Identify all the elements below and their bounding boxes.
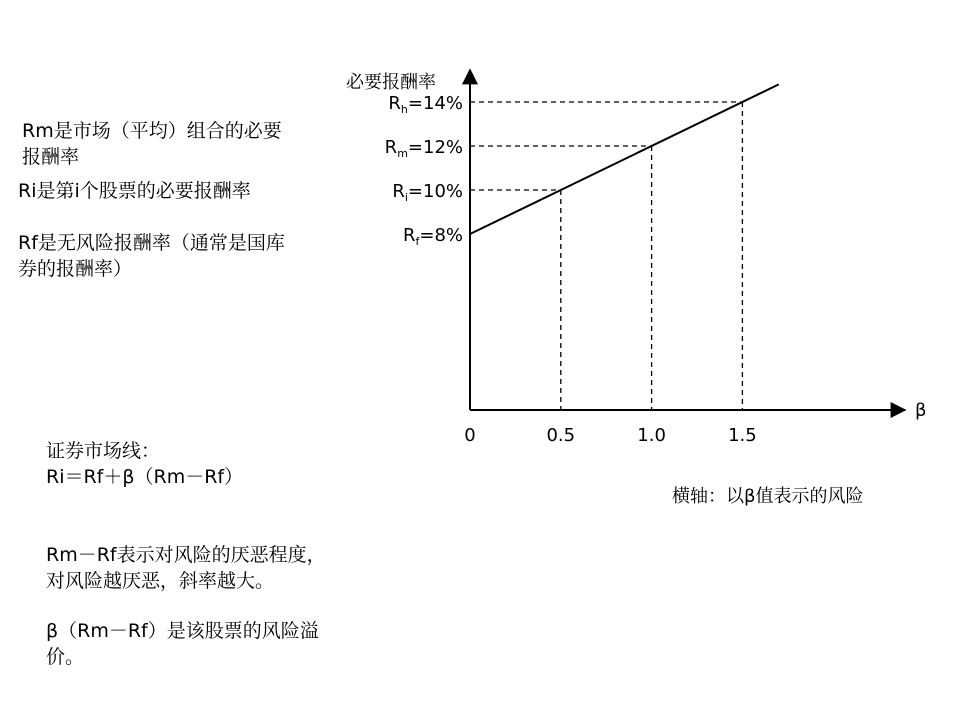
slope-note: Rm－Rf表示对风险的厌恶程度， 对风险越厌恶，斜率越大。	[46, 544, 326, 592]
rf-definition: Rf是无风险报酬率（通常是国库 券的报酬率）	[18, 232, 285, 280]
x-axis-title: β	[915, 400, 927, 421]
y-tick-labels	[385, 93, 463, 248]
rm-definition: Rm是市场（平均）组合的必要 报酬率	[22, 120, 282, 168]
y-tick-label: $R_i=10\%$	[392, 181, 463, 204]
sml-formula: Ri＝Rf＋β（Rm－Rf）	[46, 466, 244, 488]
premium-note: β（Rm－Rf）是该股票的风险溢 价。	[46, 620, 319, 668]
sml-title: 证券市场线：	[46, 440, 161, 462]
dashed-guides	[470, 102, 742, 410]
sml-line	[470, 84, 779, 234]
x-tick-label: 1.0	[637, 425, 666, 446]
x-tick-labels	[464, 425, 756, 446]
y-tick-label: $R_h=14\%$	[388, 93, 463, 116]
y-tick-label: $R_m=12\%$	[384, 137, 463, 160]
y-axis-title: 必要报酬率	[346, 72, 436, 93]
x-tick-label: 1.5	[728, 425, 757, 446]
x-tick-label: 0	[464, 425, 476, 446]
x-tick-label: 0.5	[546, 425, 576, 446]
y-tick-label: $R_f=8\%$	[402, 225, 463, 248]
x-axis-note: 横轴：以β值表示的风险	[672, 486, 864, 507]
ri-definition: Ri是第i个股票的必要报酬率	[18, 180, 251, 202]
